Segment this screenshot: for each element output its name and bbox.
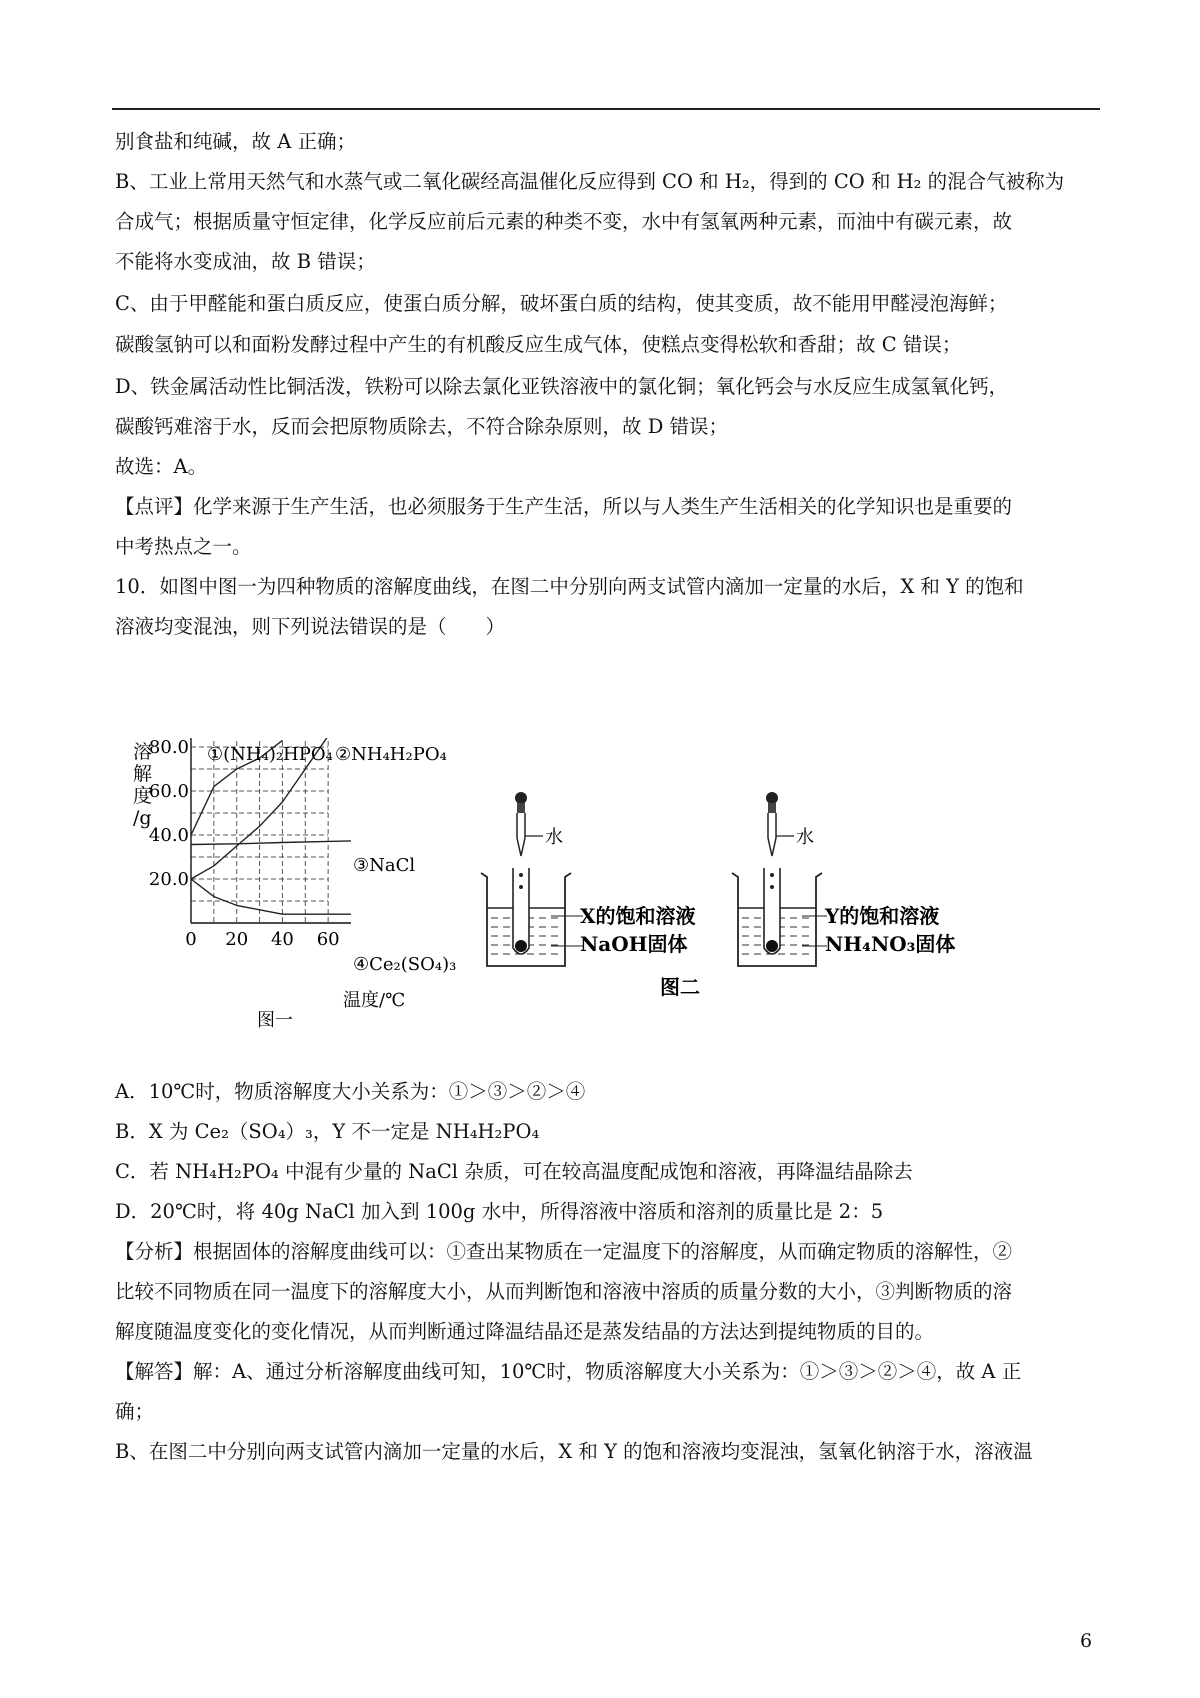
left-solution-label: X的饱和溶液 <box>580 904 696 928</box>
x-axis-label: 温度/℃ <box>343 990 406 1011</box>
left-apparatus <box>481 792 696 966</box>
y-tick-label: 40.0 <box>148 825 189 846</box>
text-line: C．若 NH₄H₂PO₄ 中混有少量的 NaCl 杂质，可在较高温度配成饱和溶液，再降温结晶除去 <box>115 1160 913 1183</box>
text-line: 别食盐和纯碱，故 A 正确； <box>115 130 356 153</box>
page-number: 6 <box>1080 1630 1093 1652</box>
text-line: B．X 为 Ce₂（SO₄）₃，Y 不一定是 NH₄H₂PO₄ <box>115 1120 540 1143</box>
curve-label-3: ③NaCl <box>353 855 416 876</box>
right-water-label: 水 <box>796 827 814 848</box>
series-line-3 <box>191 841 351 845</box>
y-tick-label: 20.0 <box>148 869 189 890</box>
y-tick-label: 60.0 <box>148 781 189 802</box>
text-line: 10．如图中图一为四种物质的溶解度曲线，在图二中分别向两支试管内滴加一定量的水后，X 和 Y 的饱和 <box>115 575 1024 598</box>
right-solid-label: NH₄NO₃固体 <box>825 932 956 956</box>
curve-label-1: ①(NH₄)₂HPO₄ <box>207 744 333 765</box>
text-line: D、铁金属活动性比铜活泼，铁粉可以除去氯化亚铁溶液中的氯化铜；氧化钙会与水反应生成氢氧化钙， <box>115 375 1009 398</box>
text-line: B、在图二中分别向两支试管内滴加一定量的水后，X 和 Y 的饱和溶液均变混浊，氢氧化钠溶于水，溶液温 <box>115 1440 1033 1463</box>
series-line-4 <box>191 879 351 914</box>
text-line: 中考热点之一。 <box>115 535 252 558</box>
figure2-caption: 图二 <box>660 975 700 999</box>
text-line: 【分析】根据固体的溶解度曲线可以：①查出某物质在一定温度下的溶解度，从而确定物质的溶解性，② <box>115 1240 1013 1263</box>
ylabel-char-3: 度 <box>133 785 153 807</box>
right-apparatus <box>732 792 955 966</box>
curve-label-4: ④Ce₂(SO₄)₃ <box>353 954 457 975</box>
text-line: 碳酸钙难溶于水，反而会把原物质除去，不符合除杂原则，故 D 错误； <box>115 415 729 438</box>
text-line: 比较不同物质在同一温度下的溶解度大小，从而判断饱和溶液中溶质的质量分数的大小，③判断物质的溶 <box>115 1280 1013 1303</box>
text-line: 合成气；根据质量守恒定律，化学反应前后元素的种类不变，水中有氢氧两种元素，而油中有碳元素，故 <box>115 210 1013 233</box>
solubility-chart <box>149 738 355 950</box>
header-rule <box>112 108 1100 110</box>
figure-svg <box>115 738 1055 1048</box>
ylabel-char-1: 溶 <box>133 741 153 763</box>
curve-label-2: ②NH₄H₂PO₄ <box>335 744 447 765</box>
ylabel-char-2: 解 <box>133 763 153 785</box>
text-line: 确； <box>115 1400 155 1423</box>
y-tick-label: 80.0 <box>148 738 189 758</box>
text-line: 不能将水变成油，故 B 错误； <box>115 250 376 273</box>
text-line: 【点评】化学来源于生产生活，也必须服务于生产生活，所以与人类生产生活相关的化学知识也是重要的 <box>115 495 1013 518</box>
ylabel-char-4: /g <box>133 807 152 829</box>
text-line: A．10℃时，物质溶解度大小关系为：①＞③＞②＞④ <box>115 1080 586 1103</box>
text-line: D．20℃时，将 40g NaCl 加入到 100g 水中，所得溶液中溶质和溶剂的质量比是 2：5 <box>115 1200 884 1223</box>
text-line: 【解答】解：A、通过分析溶解度曲线可知，10℃时，物质溶解度大小关系为：①＞③＞②＞④，故 A 正 <box>115 1360 1022 1383</box>
x-tick-label: 60 <box>316 929 340 950</box>
figure-area <box>115 738 1055 1048</box>
text-line: B、工业上常用天然气和水蒸气或二氧化碳经高温催化反应得到 CO 和 H₂，得到的 CO 和 H₂ 的混合气被称为 <box>115 170 1065 193</box>
text-line: 碳酸氢钠可以和面粉发酵过程中产生的有机酸反应生成气体，使糕点变得松软和香甜；故 C 错误； <box>115 333 962 356</box>
text-line: 溶液均变混浊，则下列说法错误的是（ ） <box>115 615 506 638</box>
text-line: 解度随温度变化的变化情况，从而判断通过降温结晶还是蒸发结晶的方法达到提纯物质的目的。 <box>115 1320 935 1343</box>
text-line: 故选：A。 <box>115 455 208 478</box>
x-tick-label: 0 <box>185 929 197 950</box>
text-line: C、由于甲醛能和蛋白质反应，使蛋白质分解，破坏蛋白质的结构，使其变质，故不能用甲醛浸泡海鲜； <box>115 292 1008 315</box>
left-solid-label: NaOH固体 <box>580 932 688 956</box>
x-tick-label: 40 <box>270 929 294 950</box>
figure1-caption: 图一 <box>257 1010 293 1031</box>
left-water-label: 水 <box>545 827 563 848</box>
x-tick-label: 20 <box>225 929 249 950</box>
right-solution-label: Y的饱和溶液 <box>825 904 940 928</box>
